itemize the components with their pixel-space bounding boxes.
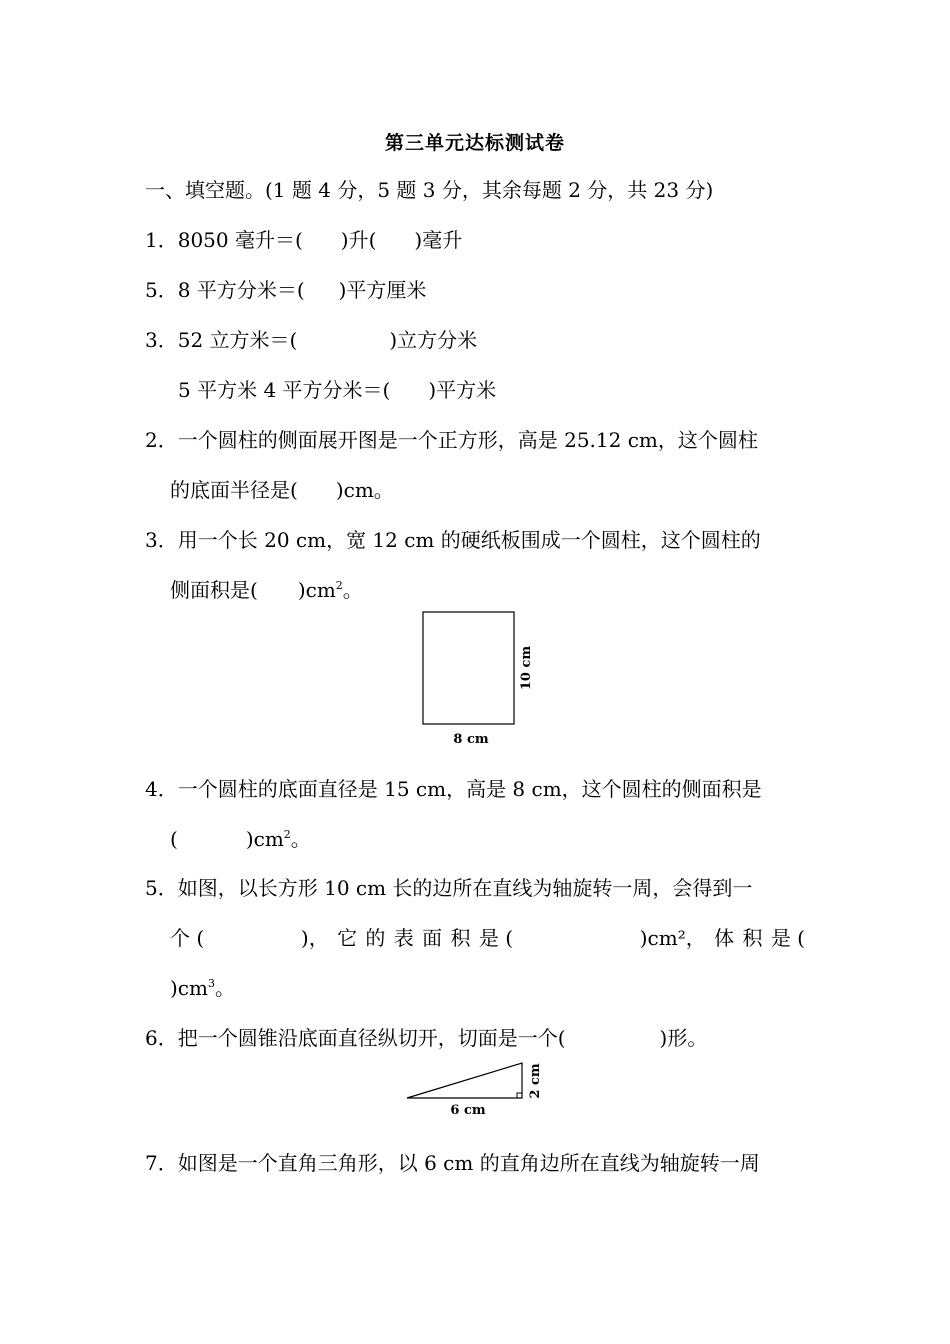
question-text: 个 ( [170, 926, 205, 950]
question-text: )cm [170, 976, 208, 1000]
question-text: 是 ( [478, 926, 514, 950]
question-text: 侧面积是( [170, 578, 258, 602]
question-text: 一个圆柱的侧面展开图是一个正方形，高是 25.12 cm，这个圆柱 [177, 428, 758, 452]
question-text: )cm [297, 578, 336, 602]
section-heading: 一、填空题。(1 题 4 分，5 题 3 分，其余每题 2 分，共 23 分) [145, 178, 714, 202]
question-text: 它 [337, 926, 358, 950]
question-text: 。 [290, 827, 311, 851]
triangle-base-label: 6 cm [450, 1103, 486, 1118]
question-text: 把一个圆锥沿底面直径纵切开，切面是一个( [177, 1026, 566, 1050]
question-text: 面 [422, 926, 443, 950]
question-text: 用一个长 20 cm，宽 12 cm 的硬纸板围成一个圆柱，这个圆柱的 [177, 528, 761, 552]
question-text: 52 立方米＝( [177, 328, 298, 352]
question-number: 6． [145, 1026, 178, 1050]
question-text: )平方厘米 [338, 278, 427, 302]
question-text: )cm [245, 827, 284, 851]
question-text: 的底面半径是( [170, 478, 298, 502]
question-number: 7． [145, 1151, 178, 1175]
question-text: 积 [742, 926, 763, 950]
question-text: )立方分米 [389, 328, 478, 352]
question-number: 5． [145, 876, 178, 900]
triangle-height-label: 2 cm [528, 1063, 543, 1099]
triangle-shape [407, 1063, 522, 1098]
question-number: 4． [145, 777, 178, 801]
unit-exponent: 2 [335, 579, 343, 592]
question-text: 8050 毫升＝( [177, 228, 303, 252]
question-text: 5 平方米 4 平方分米＝( [178, 378, 391, 402]
question-text: ( [170, 827, 178, 851]
question-7 [145, 1149, 760, 1177]
question-number: 5． [145, 278, 178, 302]
question-text: )毫升 [414, 228, 463, 252]
question-number: 3． [145, 328, 178, 352]
question-number: 3． [145, 528, 178, 552]
question-text: )， [300, 926, 329, 950]
question-text: 的 [365, 926, 386, 950]
question-text: 。 [342, 578, 363, 602]
question-number: 2． [145, 428, 178, 452]
question-text: )cm²， [639, 926, 706, 950]
question-text: 是 ( [770, 926, 805, 950]
question-text: 表 [393, 926, 414, 950]
question-text: )平方米 [428, 378, 497, 402]
question-text: )cm。 [335, 478, 394, 502]
question-text: 。 [214, 976, 235, 1000]
unit-exponent: 2 [283, 828, 291, 841]
question-text: 8 平方分米＝( [177, 278, 305, 302]
question-text: 一个圆柱的底面直径是 15 cm，高是 8 cm，这个圆柱的侧面积是 [177, 777, 762, 801]
question-text: )升( [340, 228, 377, 252]
question-text: 如图是一个直角三角形，以 6 cm 的直角边所在直线为轴旋转一周 [177, 1151, 760, 1175]
question-text: 积 [450, 926, 471, 950]
unit-exponent: 3 [207, 977, 215, 990]
rectangle-width-label: 8 cm [453, 732, 489, 747]
question-text: 如图，以长方形 10 cm 长的边所在直线为轴旋转一周，会得到一 [177, 876, 753, 900]
rectangle-height-label: 10 cm [519, 645, 534, 691]
question-text: )形。 [659, 1026, 708, 1050]
question-text: 体 [714, 926, 735, 950]
right-angle-mark [517, 1093, 522, 1098]
page-title: 第三单元达标测试卷 [384, 132, 565, 154]
question-number: 1． [145, 228, 178, 252]
